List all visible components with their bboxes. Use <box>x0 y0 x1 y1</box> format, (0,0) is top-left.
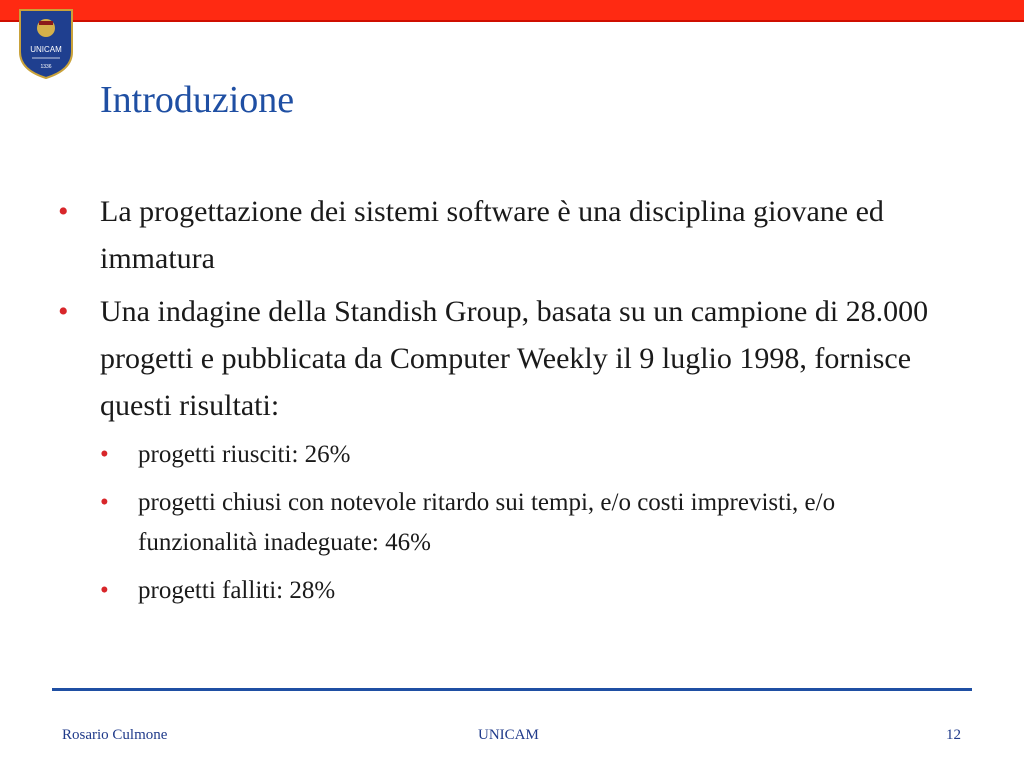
svg-text:UNICAM: UNICAM <box>30 45 62 54</box>
bullet-dot-icon: • <box>100 441 109 468</box>
sub-bullet-item <box>58 435 958 475</box>
sub-bullet-item <box>58 571 958 611</box>
sub-bullet-item <box>58 483 958 563</box>
bullet-dot-icon: • <box>100 489 109 516</box>
shield-logo-icon <box>18 8 74 80</box>
bullet-dot-icon: • <box>58 195 69 228</box>
bullet-text: Una indagine della Standish Group, basata su un campione di 28.000 progetti e pubblicata da Computer Weekly il 9 luglio 1998, fornisce questi risultati: <box>100 295 929 422</box>
footer-divider <box>52 688 972 691</box>
bullet-dot-icon: • <box>100 577 109 604</box>
top-red-bar <box>0 0 1024 22</box>
bullet-item <box>58 188 958 282</box>
page-number: 12 <box>946 727 961 743</box>
bullet-item <box>58 288 958 429</box>
bullet-dot-icon: • <box>58 295 69 328</box>
svg-text:1336: 1336 <box>40 64 52 70</box>
bullet-text: La progettazione dei sistemi software è una disciplina giovane ed immatura <box>100 195 884 275</box>
sub-bullet-text: progetti riusciti: 26% <box>138 441 351 468</box>
footer-institution: UNICAM <box>478 727 539 743</box>
sub-bullet-text: progetti chiusi con notevole ritardo sui tempi, e/o costi imprevisti, e/o funzionalità inadeguate: 46% <box>138 489 836 556</box>
sub-bullet-text: progetti falliti: 28% <box>138 577 336 604</box>
slide-title: Introduzione <box>100 79 295 121</box>
footer-author: Rosario Culmone <box>62 727 168 743</box>
unicam-logo <box>18 8 74 80</box>
slide-content <box>58 188 958 619</box>
